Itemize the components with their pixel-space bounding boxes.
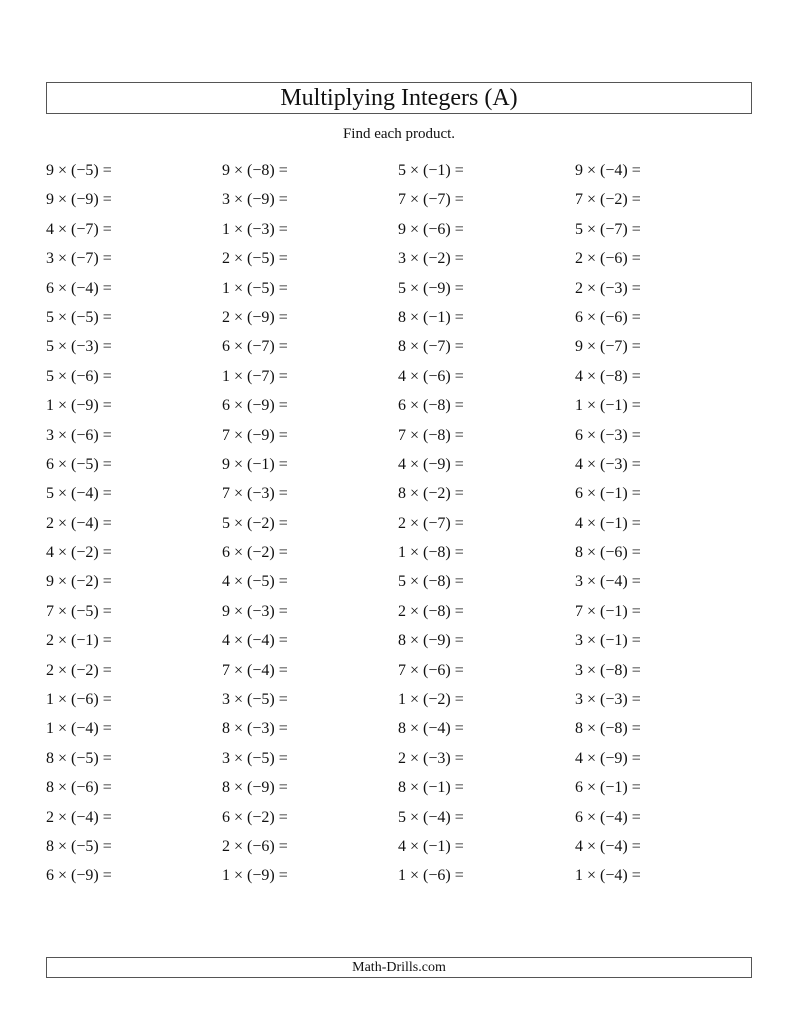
problem-row [46,865,752,894]
problem: 8 × (−3) = [222,720,288,738]
problem: 8 × (−5) = [46,749,112,767]
footer-box [46,957,752,978]
problem: 3 × (−3) = [575,691,641,709]
problem-row [46,454,752,483]
problem: 3 × (−4) = [575,573,641,591]
problem-row [46,248,752,277]
problem: 6 × (−9) = [46,867,112,885]
problem: 9 × (−9) = [46,191,112,209]
problem: 7 × (−1) = [575,602,641,620]
problem-row [46,777,752,806]
problem: 9 × (−4) = [575,162,641,179]
problem: 8 × (−5) = [46,837,112,855]
problem: 8 × (−9) = [222,779,288,797]
problem: 5 × (−3) = [46,338,112,356]
problem: 6 × (−2) = [222,808,288,826]
problem: 9 × (−6) = [398,220,464,238]
problem-row [46,630,752,659]
problem: 5 × (−5) = [46,308,112,326]
problem: 5 × (−2) = [222,514,288,532]
problem: 1 × (−9) = [46,397,112,415]
problem-row [46,425,752,454]
problem: 3 × (−2) = [398,250,464,268]
problem: 6 × (−6) = [575,308,641,326]
problem: 2 × (−8) = [398,602,464,620]
problem: 6 × (−2) = [222,544,288,562]
problem: 2 × (−9) = [222,308,288,326]
problem: 7 × (−6) = [398,661,464,679]
problem: 6 × (−3) = [575,426,641,444]
problem: 1 × (−7) = [222,367,288,385]
problem: 6 × (−4) = [575,808,641,826]
problem: 4 × (−9) = [398,455,464,473]
problem-row [46,836,752,865]
problem: 7 × (−4) = [222,661,288,679]
problem: 5 × (−6) = [46,367,112,385]
problem: 2 × (−4) = [46,808,112,826]
problem: 3 × (−5) = [222,691,288,709]
title-box [46,82,752,114]
problem: 6 × (−1) = [575,779,641,797]
problem: 4 × (−9) = [575,749,641,767]
problem: 3 × (−8) = [575,661,641,679]
problem: 7 × (−9) = [222,426,288,444]
problem: 5 × (−7) = [575,220,641,238]
problem: 3 × (−7) = [46,250,112,268]
problem: 1 × (−1) = [575,397,641,415]
problem: 7 × (−5) = [46,602,112,620]
problem: 1 × (−8) = [398,544,464,562]
footer-credit: Math-Drills.com [352,959,446,975]
problem: 3 × (−6) = [46,426,112,444]
problem: 6 × (−8) = [398,397,464,415]
problem: 4 × (−6) = [398,367,464,385]
problem: 8 × (−7) = [398,338,464,356]
problem: 6 × (−5) = [46,455,112,473]
problem: 6 × (−7) = [222,338,288,356]
problem: 3 × (−1) = [575,632,641,650]
problem: 4 × (−2) = [46,544,112,562]
problem: 2 × (−1) = [46,632,112,650]
problem: 8 × (−1) = [398,308,464,326]
problem: 5 × (−9) = [398,279,464,297]
problem: 2 × (−4) = [46,514,112,532]
problem: 1 × (−9) = [222,867,288,885]
problem: 1 × (−4) = [46,720,112,738]
problem: 1 × (−5) = [222,279,288,297]
problem: 1 × (−3) = [222,220,288,238]
problem: 9 × (−1) = [222,455,288,473]
problem-row [46,336,752,365]
problem: 4 × (−1) = [398,837,464,855]
problem-row [46,718,752,747]
problem: 5 × (−1) = [398,162,464,179]
problem-row [46,689,752,718]
problem: 5 × (−4) = [46,485,112,503]
instructions: Find each product. [342,126,456,142]
problem: 8 × (−4) = [398,720,464,738]
problem-row [46,660,752,689]
problem: 8 × (−8) = [575,720,641,738]
problem-row [46,601,752,630]
problem-row [46,307,752,336]
problem: 9 × (−8) = [222,162,288,179]
problem: 6 × (−1) = [575,485,641,503]
problem-row [46,366,752,395]
problem-row [46,219,752,248]
problem-row [46,748,752,777]
problem: 8 × (−6) = [46,779,112,797]
problem: 1 × (−6) = [46,691,112,709]
problem: 7 × (−8) = [398,426,464,444]
problem: 4 × (−4) = [222,632,288,650]
problem: 7 × (−2) = [575,191,641,209]
worksheet-title: Multiplying Integers (A) [280,85,518,111]
problem: 6 × (−9) = [222,397,288,415]
problem: 1 × (−4) = [575,867,641,885]
problem: 2 × (−3) = [398,749,464,767]
problem-row [46,571,752,600]
problem: 7 × (−7) = [398,191,464,209]
problem: 2 × (−2) = [46,661,112,679]
problem: 4 × (−7) = [46,220,112,238]
problem-row [46,395,752,424]
problem: 2 × (−3) = [575,279,641,297]
problem: 8 × (−6) = [575,544,641,562]
problem-row [46,189,752,218]
problem: 8 × (−2) = [398,485,464,503]
problem: 2 × (−5) = [222,250,288,268]
problem: 2 × (−6) = [222,837,288,855]
problem: 4 × (−3) = [575,455,641,473]
problem-grid [46,160,752,895]
problem: 1 × (−6) = [398,867,464,885]
problem: 7 × (−3) = [222,485,288,503]
problem: 4 × (−8) = [575,367,641,385]
problem: 9 × (−2) = [46,573,112,591]
problem: 9 × (−5) = [46,162,112,179]
problem: 1 × (−2) = [398,691,464,709]
problem: 4 × (−5) = [222,573,288,591]
problem: 5 × (−4) = [398,808,464,826]
problem: 9 × (−7) = [575,338,641,356]
problem: 9 × (−3) = [222,602,288,620]
problem-row [46,483,752,512]
problem: 8 × (−1) = [398,779,464,797]
problem-row [46,542,752,571]
problem-row [46,807,752,836]
problem: 8 × (−9) = [398,632,464,650]
problem: 4 × (−4) = [575,837,641,855]
problem: 4 × (−1) = [575,514,641,532]
problem: 6 × (−4) = [46,279,112,297]
problem-row [46,160,752,189]
problem-row [46,513,752,542]
problem: 5 × (−8) = [398,573,464,591]
problem: 2 × (−6) = [575,250,641,268]
problem-row [46,278,752,307]
problem: 3 × (−9) = [222,191,288,209]
problem: 2 × (−7) = [398,514,464,532]
problem: 3 × (−5) = [222,749,288,767]
